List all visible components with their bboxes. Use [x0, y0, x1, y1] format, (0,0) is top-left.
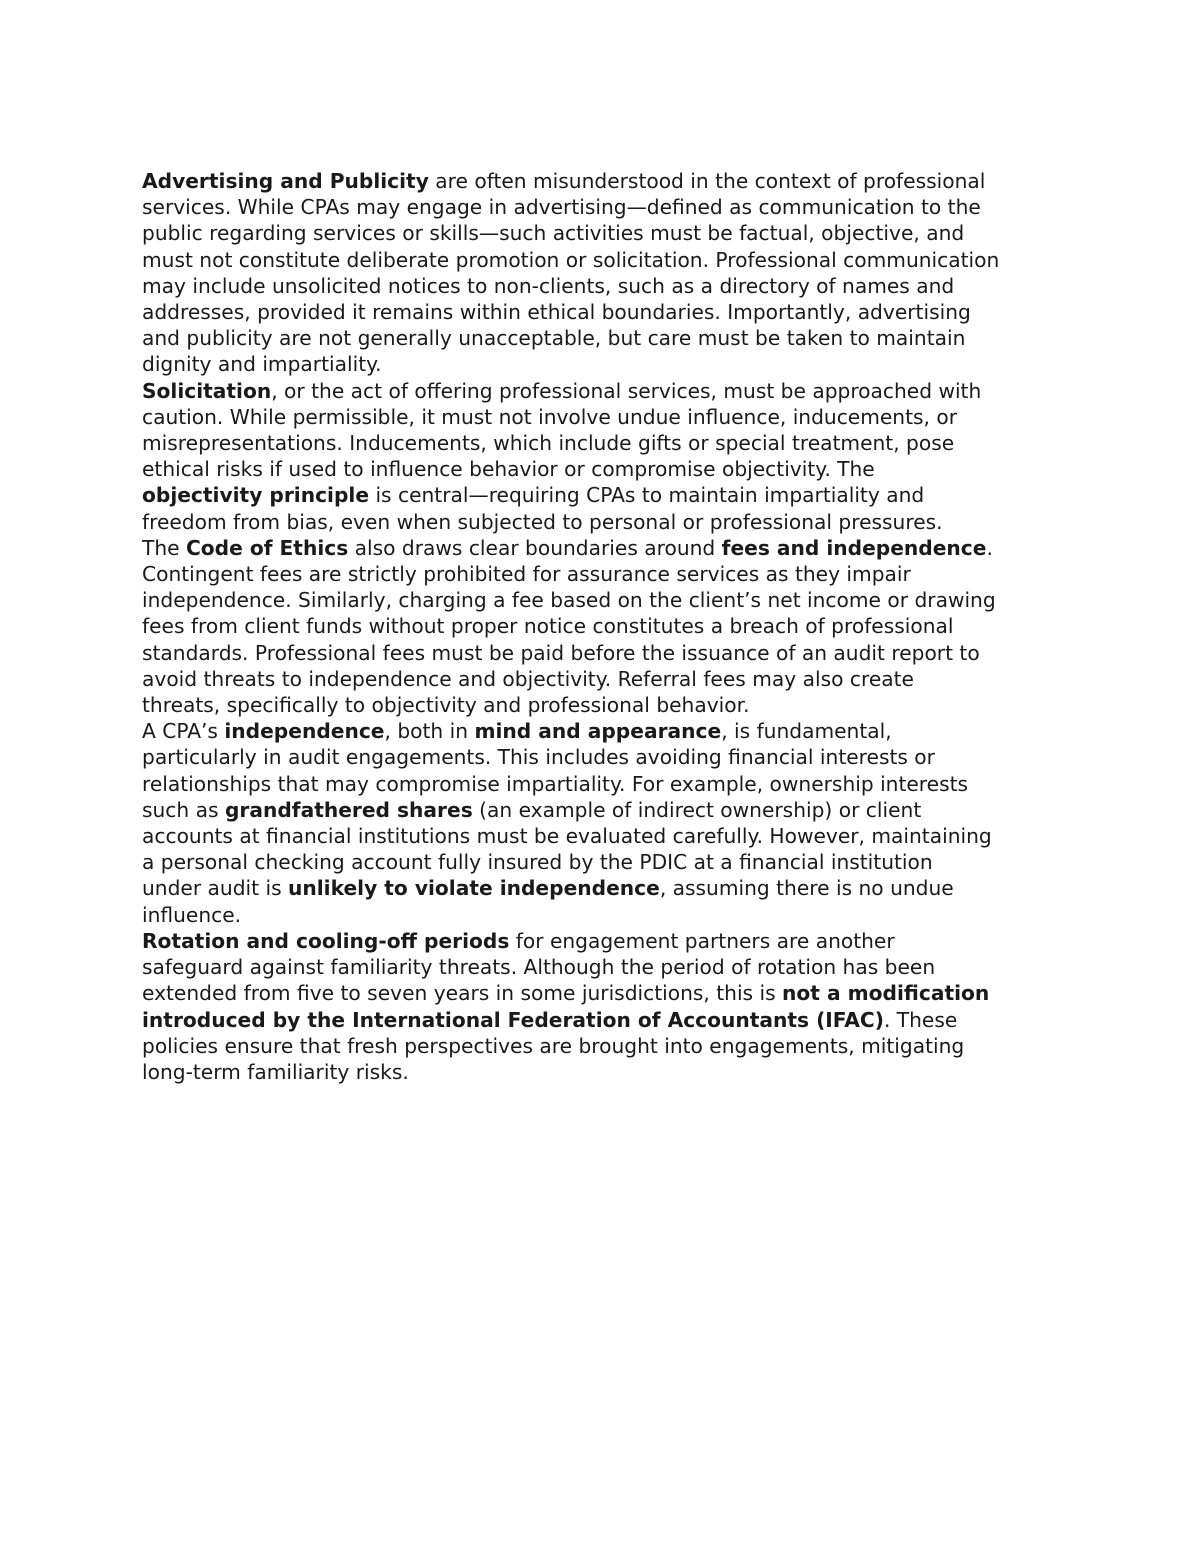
paragraph-text: , assuming there is no undue influence.	[142, 876, 954, 927]
term-code-of-ethics: Code of Ethics	[185, 535, 349, 560]
term-grandfathered-shares: grandfathered shares	[224, 797, 473, 822]
paragraph-text: . Contingent fees are strictly prohibited for assurance services as they impair independence. Similarly, charging a fee based on the client’s net income or drawing fees from client funds without proper notice constitutes a breach of professional standards. Professional fees must be paid before the issuance of an audit report to avoid threats to independence and objectivity. Referral fees may also create threats, specifically to objectivity and professional behavior.	[142, 535, 996, 718]
term-objectivity-principle: objectivity principle	[142, 483, 370, 508]
paragraph-text: , is fundamental, particularly in audit engagements. This includes avoiding financial interests or relationships that may compromise impartiality. For example, ownership interests such as	[142, 719, 969, 822]
paragraph-text: A CPA’s	[142, 719, 225, 744]
document-body	[142, 168, 1062, 1085]
paragraph-text: (an example of indirect ownership) or client accounts at financial institutions must be evaluated carefully. However, maintaining a personal checking account fully insured by the PDIC at a financial institution under audit is	[142, 797, 992, 901]
paragraph-text: for engagement partners are another safeguard against familiarity threats. Although the period of rotation has been extended from five to seven years in some jurisdictions, this is	[142, 928, 936, 1006]
paragraph-advertising-publicity	[142, 168, 1062, 378]
term-advertising-publicity: Advertising and Publicity	[142, 169, 429, 193]
paragraph-text: , both in	[384, 719, 475, 744]
paragraph-independence	[142, 718, 1062, 928]
term-not-a-modification-ifac: not a modification introduced by the International Federation of Accountants (IFAC)	[142, 981, 990, 1032]
term-rotation-cooling-off: Rotation and cooling-off periods	[142, 928, 510, 953]
paragraph-text: also draws clear boundaries around	[348, 535, 722, 560]
paragraph-text: is central—requiring CPAs to maintain impartiality and freedom from bias, even when subjected to personal or professional pressures.	[142, 483, 943, 534]
paragraph-solicitation	[142, 378, 1062, 535]
paragraph-rotation	[142, 928, 1062, 1085]
term-mind-and-appearance: mind and appearance	[474, 719, 722, 744]
paragraph-text: . These policies ensure that fresh perspectives are brought into engagements, mitigating long-term familiarity risks.	[142, 1007, 965, 1084]
paragraph-text: are often misunderstood in the context of professional services. While CPAs may engage in advertising—defined as communication to the public regarding services or skills—such activities must be factual, objective, and must not constitute deliberate promotion or solicitation. Professional communication may include unsolicited notices to non-clients, such as a directory of names and addresses, provided it remains within ethical boundaries. Importantly, advertising and publicity are not generally unacceptable, but care must be taken to maintain dignity and impartiality.	[142, 169, 1000, 377]
term-solicitation: Solicitation	[142, 378, 272, 403]
paragraph-code-of-ethics	[142, 535, 1062, 718]
paragraph-text: The	[142, 535, 186, 560]
term-unlikely-to-violate-independence: unlikely to violate independence	[288, 876, 660, 901]
term-fees-and-independence: fees and independence	[721, 535, 987, 560]
term-independence: independence	[224, 719, 385, 744]
paragraph-text: , or the act of offering professional services, must be approached with caution. While permissible, it must not involve undue influence, inducements, or misrepresentations. Inducements, which include gifts or special treatment, pose ethical risks if used to influence behavior or compromise objectivity. The	[142, 378, 982, 482]
